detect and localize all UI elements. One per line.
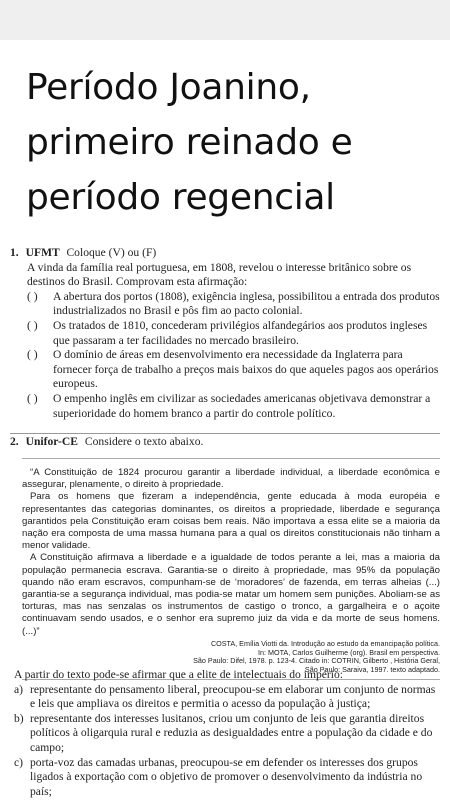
option-text: porta-voz das camadas urbanas, preocupou-se em defender os interesses dos grupos ligados à exportação com o objetivo de promover o desenvolvimento da indústria no país; <box>30 755 423 798</box>
question-2-header <box>10 435 203 448</box>
title-line: Período Joanino, <box>26 67 311 108</box>
citation-line: São Paulo: Difel, 1978. p. 123-4. Citado in: COTRIN, Gilberto , História Geral, <box>193 656 440 666</box>
tf-item-text: O domínio de áreas em desenvolvimento era necessidade da Inglaterra para fornecer força de trabalho a preços mais baixos do que aqueles pagos aos operários europeus. <box>53 348 439 391</box>
tf-checkbox[interactable]: ( ) <box>27 391 38 405</box>
option-key: b) <box>14 711 24 725</box>
quote-paragraph: A Constituição afirmava a liberdade e a igualdade de todos perante a lei, mas a maioria da população permanecia escrava. Garantia-se o direito à propriedade, mas 95% da população quando não eram escravos, compunham-se de ‘moradores’ de fazenda, em terras alheias (...) garantia-se a segurança individual, mas podia-se matar um homem sem punições. Aboliam-se as torturas, mas nas senzalas os instrumentos de castigo o tronco, a gargalheira e o açoite continuavam sendo usados, e o senhor era supremo juiz da vida e da morte de seus homens. (...)” <box>22 552 440 637</box>
tf-item <box>27 290 442 319</box>
answer-option[interactable] <box>14 712 442 756</box>
question-intro: A vinda da família real portuguesa, em 1808, revelou o interesse britânico sobre os destinos do Brasil. Comprovam esta afirmação: <box>27 260 412 289</box>
question-source: UFMT <box>25 246 60 259</box>
title-line: primeiro reinado e <box>26 122 353 163</box>
quote-box <box>22 458 440 680</box>
citation-line: In: MOTA, Carlos Guilherme (org). Brasil em perspectiva. <box>258 647 440 657</box>
question-number: 1. <box>10 246 19 259</box>
answer-options <box>10 665 442 799</box>
title-line: período regencial <box>26 177 335 218</box>
tf-item <box>27 319 442 348</box>
top-bar <box>0 0 450 40</box>
option-text: representante do pensamento liberal, preocupou-se em elaborar um conjunto de normas e leis que ampliava os direitos e permitia o acesso da população à justiça; <box>30 682 436 711</box>
option-key: a) <box>14 682 24 696</box>
answer-option[interactable] <box>14 756 442 800</box>
tf-checkbox[interactable]: ( ) <box>27 348 38 362</box>
quote-paragraph: “A Constituição de 1824 procurou garantir a liberdade individual, a liberdade econômica e assegurar, plenamente, o direito à propriedade. <box>22 467 440 491</box>
option-text: representante dos interesses lusitanos, criou um conjunto de leis que garantia direitos políticos à oligarquia rural e reduzia as desigualdades entre a população da cidade e do campo; <box>30 711 433 754</box>
page-title <box>26 60 436 225</box>
question-number: 2. <box>10 435 19 448</box>
divider <box>10 433 440 434</box>
question-instruction: Considere o texto abaixo. <box>84 435 204 448</box>
citation-line: São Paulo: Saraiva, 1997. texto adaptado. <box>304 665 440 675</box>
quote-paragraph: Para os homens que fizeram a independência, gente educada à moda européia e representantes das categorias dominantes, os direitos a propriedade, liberdade e segurança garantidos pela Constituição eram coisas bem reais. Não importava a essa elite se a maioria da nação era composta de uma massa humana para a qual os direitos constitucionais não tinham a menor validade. <box>22 491 440 552</box>
tf-checkbox[interactable]: ( ) <box>27 289 38 303</box>
tf-item <box>27 392 442 421</box>
tf-item-text: A abertura dos portos (1808), exigência inglesa, possibilitou a entrada dos produtos industrializados no Brasil e pôs fim ao pacto colonial. <box>53 289 440 318</box>
answer-option[interactable] <box>14 683 442 712</box>
question-1-header <box>10 246 442 261</box>
question-prompt: A partir do texto pode-se afirmar que a elite de intelectuais do império: <box>14 668 344 681</box>
question-1 <box>10 246 442 434</box>
tf-item-text: Os tratados de 1810, concederam privilégios alfandegários aos produtos ingleses que passaram a ter facilidades no mercado brasileiro. <box>53 318 428 347</box>
tf-checkbox[interactable]: ( ) <box>27 318 38 332</box>
option-key: c) <box>14 755 24 769</box>
tf-item <box>27 348 442 392</box>
question-instruction: Coloque (V) ou (F) <box>66 246 157 259</box>
citation-line: COSTA, Emília Viotti da. Introdução ao estudo da emancipação política. <box>210 638 440 648</box>
tf-item-text: O empenho inglês em civilizar as sociedades americanas objetivava demonstrar a superioridade do homem branco a partir do controle político. <box>53 391 431 420</box>
question-source: Unifor-CE <box>25 435 78 448</box>
